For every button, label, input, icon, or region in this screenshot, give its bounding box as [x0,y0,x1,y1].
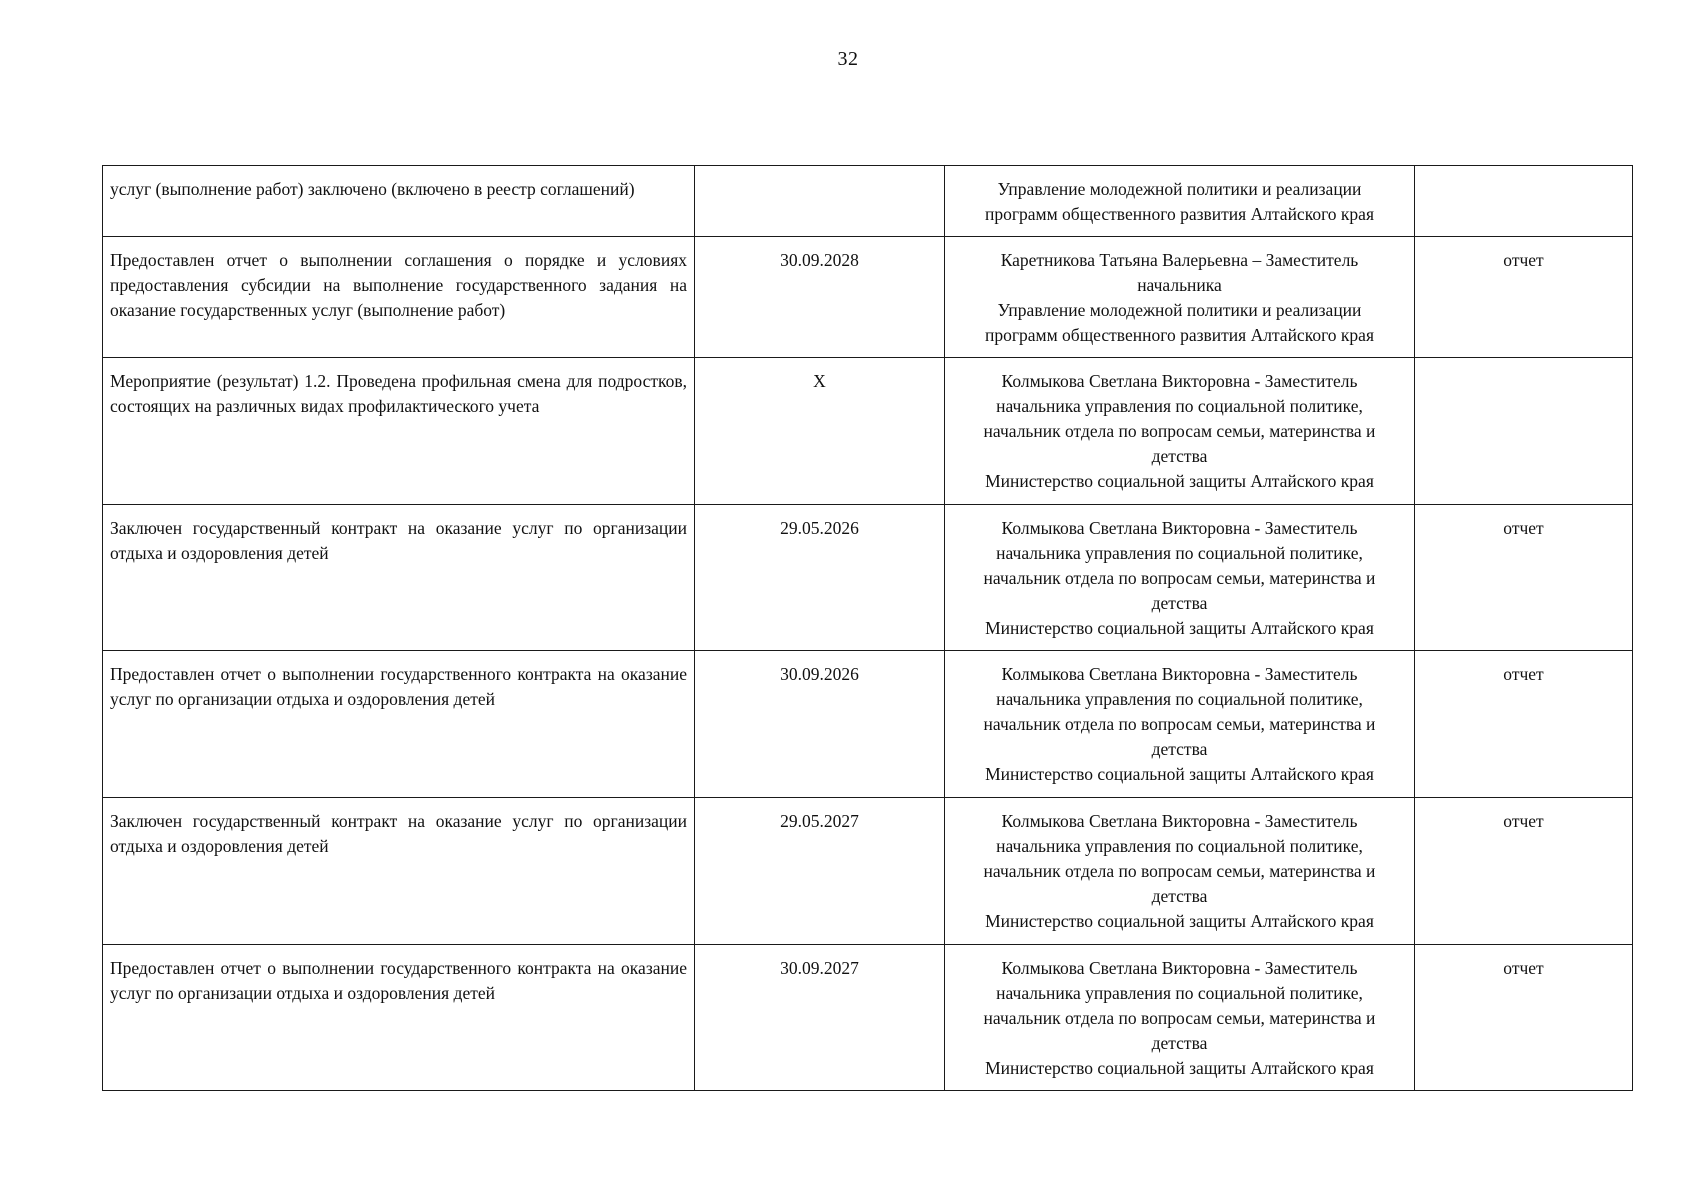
responsible-line: начальника управления по социальной политике, [996,689,1363,709]
responsible-line: начальника управления по социальной политике, [996,543,1363,563]
responsible-line: детства [1151,446,1208,466]
responsible-line: программ общественного развития Алтайского края [984,325,1375,345]
date-cell [695,166,945,237]
responsible-line: Колмыкова Светлана Викторовна - Заместитель [1001,518,1358,538]
event-cell: Предоставлен отчет о выполнении государственного контракта на оказание услуг по организации отдыха и оздоровления детей [103,945,695,1091]
responsible-line: начальника управления по социальной политике, [996,836,1363,856]
responsible-line: начальник отдела по вопросам семьи, материнства и [983,1008,1376,1028]
responsible-line: Колмыкова Светлана Викторовна - Заместитель [1001,371,1358,391]
document-cell: отчет [1415,798,1633,945]
responsible-cell [945,945,1415,1091]
responsible-cell [945,798,1415,945]
responsible-line: детства [1151,593,1208,613]
responsible-line: начальник отдела по вопросам семьи, материнства и [983,861,1376,881]
document-cell: отчет [1415,505,1633,651]
responsible-cell [945,358,1415,505]
table-row [103,945,1633,1091]
event-cell: Заключен государственный контракт на оказание услуг по организации отдыха и оздоровления детей [103,505,695,651]
responsible-line: Каретникова Татьяна Валерьевна – Заместитель [1000,250,1359,270]
event-cell: Мероприятие (результат) 1.2. Проведена профильная смена для подростков, состоящих на различных видах профилактического учета [103,358,695,505]
responsible-line: Управление молодежной политики и реализации [997,179,1362,199]
document-cell: отчет [1415,237,1633,358]
document-cell [1415,358,1633,505]
responsible-line: Министерство социальной защиты Алтайского края [985,911,1374,931]
responsible-line: Министерство социальной защиты Алтайского края [985,764,1374,784]
table-row [103,237,1633,358]
responsible-line: Управление молодежной политики и реализации [997,300,1362,320]
event-cell: Предоставлен отчет о выполнении государственного контракта на оказание услуг по организации отдыха и оздоровления детей [103,651,695,798]
table-row [103,651,1633,798]
responsible-line: начальник отдела по вопросам семьи, материнства и [983,568,1376,588]
table-row [103,166,1633,237]
date-cell: 30.09.2027 [695,945,945,1091]
page-number: 32 [837,48,859,70]
plan-table [102,165,1633,1091]
responsible-line: детства [1151,739,1208,759]
responsible-line: Колмыкова Светлана Викторовна - Заместитель [1001,811,1358,831]
table-row [103,505,1633,651]
event-cell: услуг (выполнение работ) заключено (включено в реестр соглашений) [103,166,695,237]
event-cell: Заключен государственный контракт на оказание услуг по организации отдыха и оздоровления детей [103,798,695,945]
document-cell: отчет [1415,651,1633,798]
date-cell: 29.05.2027 [695,798,945,945]
responsible-line: детства [1151,1033,1208,1053]
responsible-line: начальник отдела по вопросам семьи, материнства и [983,421,1376,441]
responsible-line: начальника [1137,275,1222,295]
responsible-line: детства [1151,886,1208,906]
document-cell: отчет [1415,945,1633,1091]
date-cell: 30.09.2028 [695,237,945,358]
table-row [103,358,1633,505]
responsible-line: Колмыкова Светлана Викторовна - Заместитель [1001,664,1358,684]
responsible-line: Колмыкова Светлана Викторовна - Заместитель [1001,958,1358,978]
responsible-line: программ общественного развития Алтайского края [984,204,1375,224]
responsible-line: Министерство социальной защиты Алтайского края [985,618,1374,638]
document-cell [1415,166,1633,237]
responsible-cell [945,505,1415,651]
date-cell: 30.09.2026 [695,651,945,798]
responsible-line: начальник отдела по вопросам семьи, материнства и [983,714,1376,734]
date-cell: 29.05.2026 [695,505,945,651]
responsible-line: Министерство социальной защиты Алтайского края [985,1058,1374,1078]
responsible-cell [945,651,1415,798]
date-cell: Х [695,358,945,505]
responsible-cell [945,237,1415,358]
responsible-line: начальника управления по социальной политике, [996,396,1363,416]
table-row [103,798,1633,945]
responsible-cell [945,166,1415,237]
responsible-line: Министерство социальной защиты Алтайского края [985,471,1374,491]
event-cell: Предоставлен отчет о выполнении соглашения о порядке и условиях предоставления субсидии на выполнение государственного задания на оказание государственных услуг (выполнение работ) [103,237,695,358]
responsible-line: начальника управления по социальной политике, [996,983,1363,1003]
